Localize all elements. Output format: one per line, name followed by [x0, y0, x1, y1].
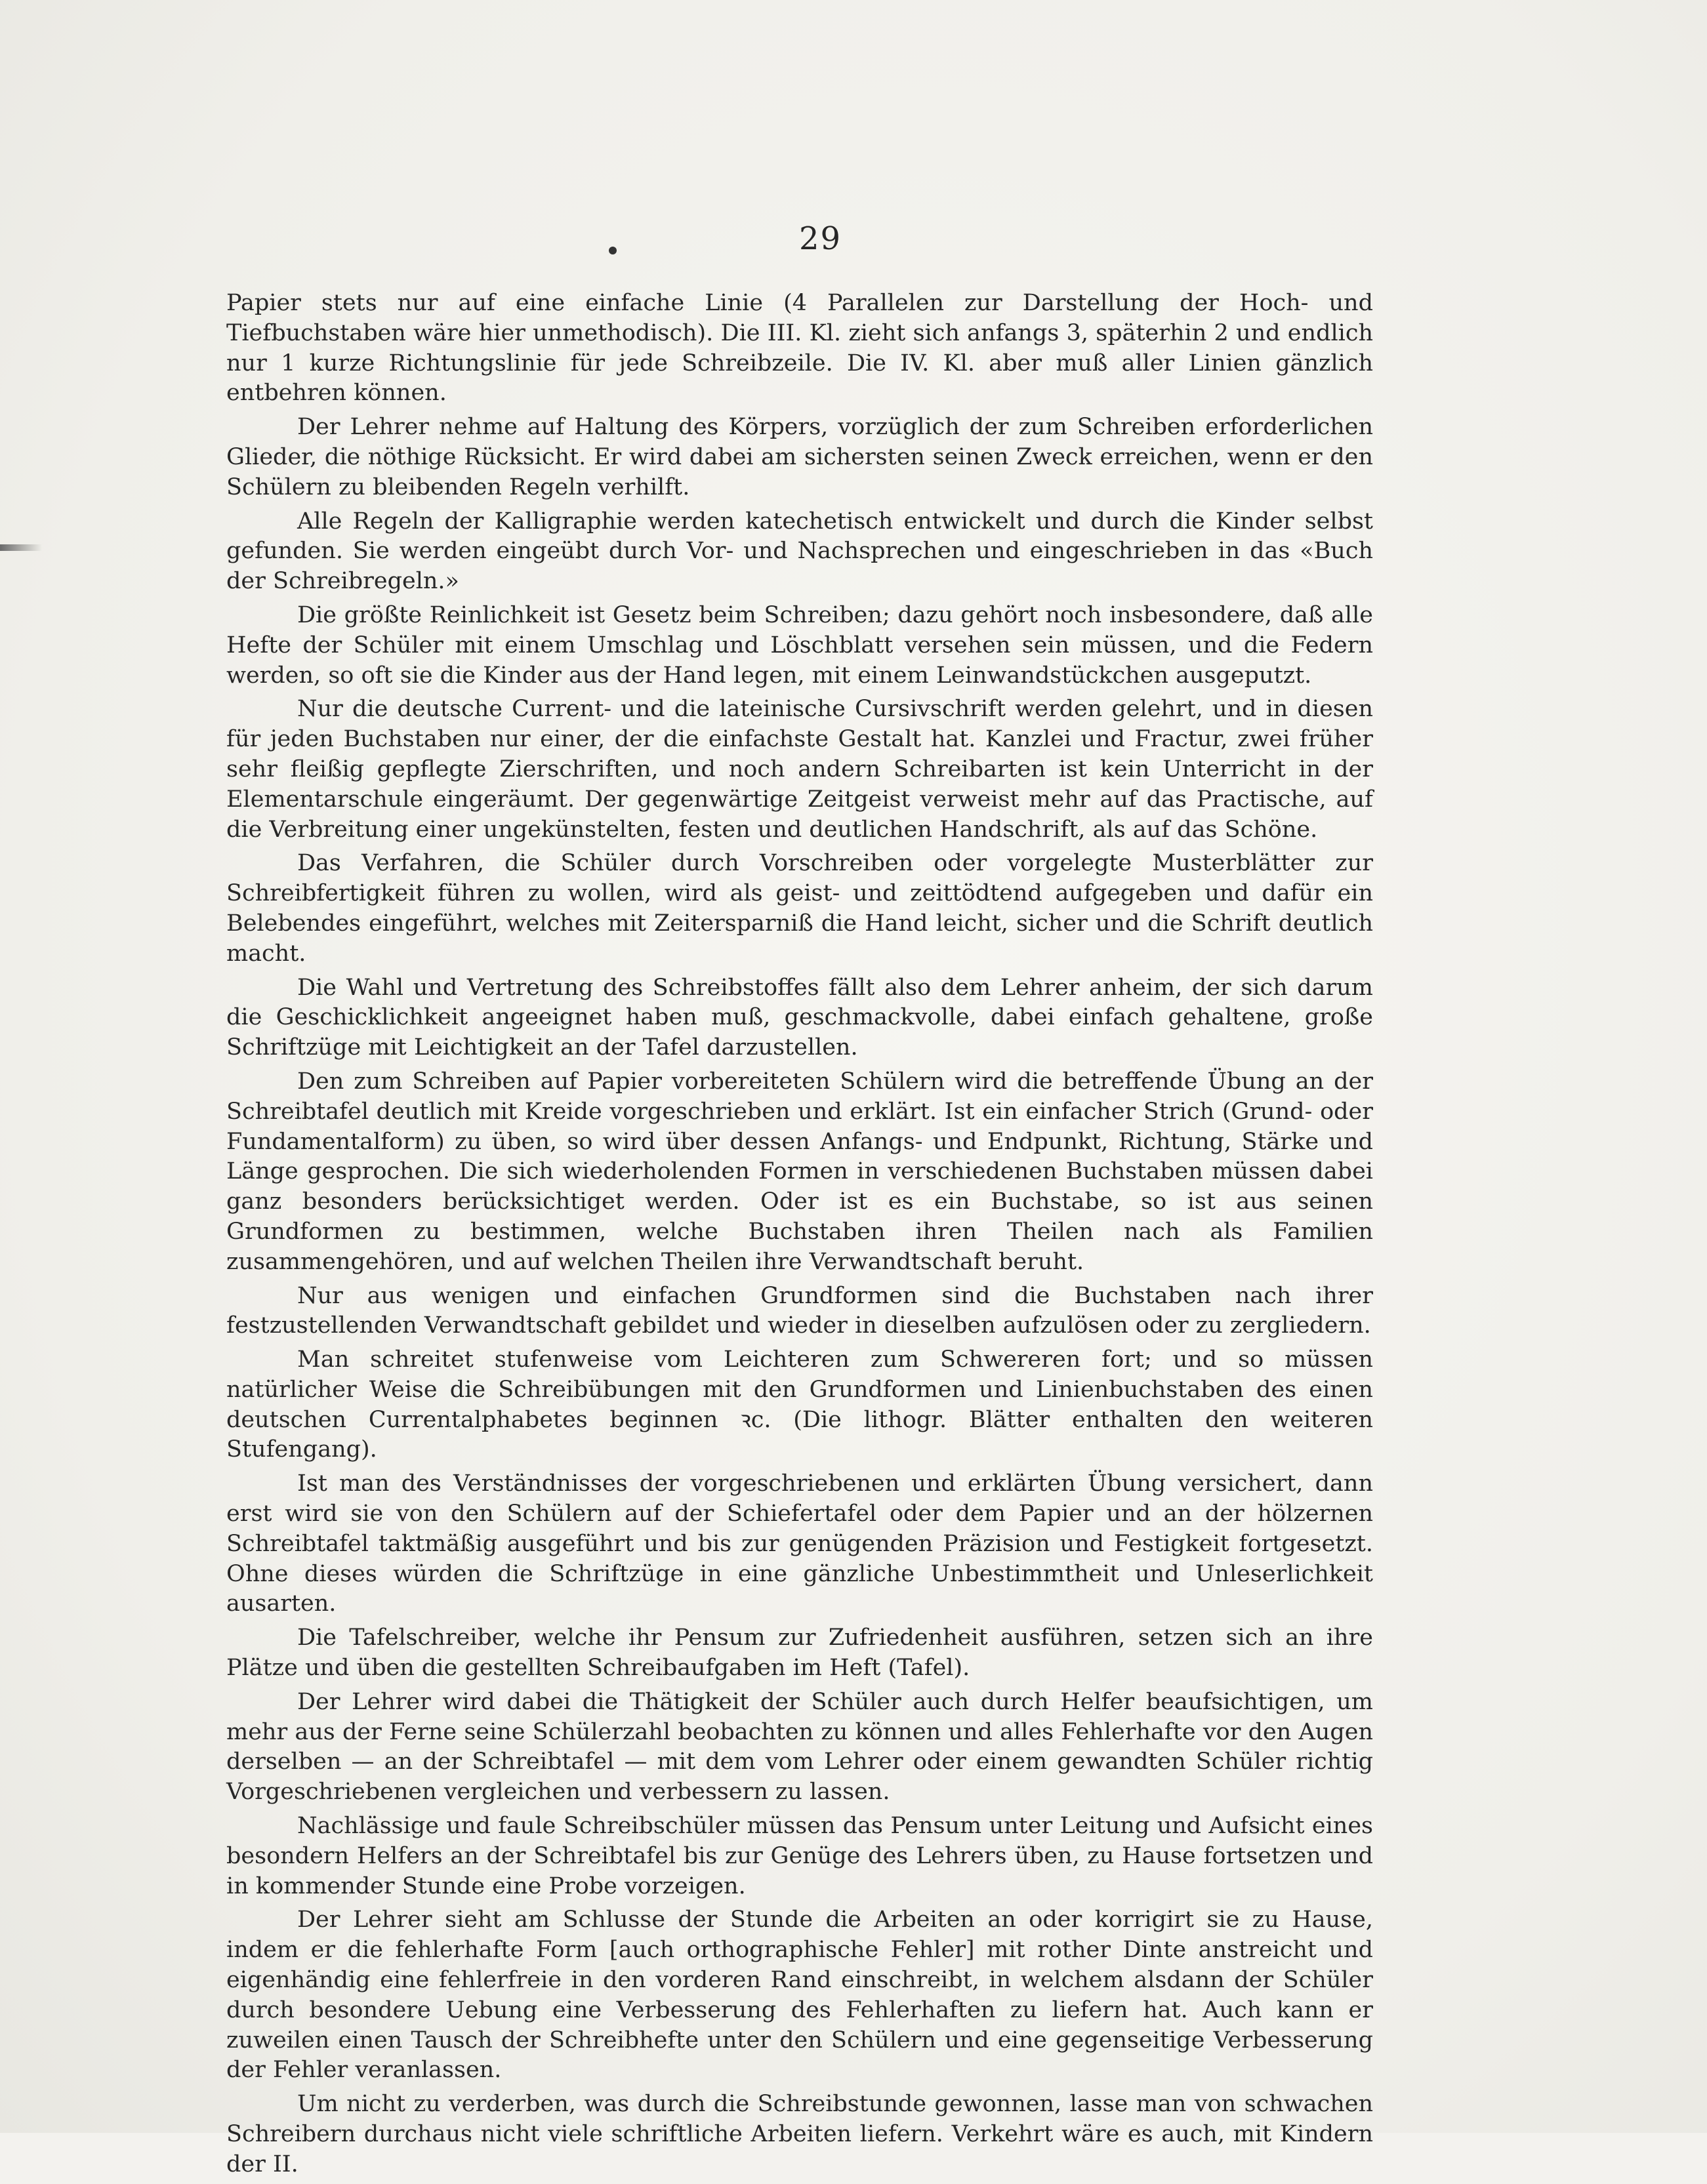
- paragraph: Das Verfahren, die Schüler durch Vorschreiben oder vorgelegte Musterblätter zur Schreibfertigkeit führen zu wollen, wird als geist- und zeittödtend aufgegeben und dafür ein Belebendes eingeführt, welches mit Zeitersparniß die Hand leicht, sicher und die Schrift deutlich macht.: [226, 850, 1373, 967]
- paragraph: Nur aus wenigen und einfachen Grundformen sind die Buchstaben nach ihrer festzustellenden Verwandtschaft gebildet und wieder in dieselben aufzulösen oder zu zergliedern.: [226, 1282, 1373, 1339]
- paragraph: Nur die deutsche Current- und die lateinische Cursivschrift werden gelehrt, und in diesen für jeden Buchstaben nur einer, der die einfachste Gestalt hat. Kanzlei und Fractur, zwei früher sehr fleißig gepflegte Zierschriften, und noch andern Schreibarten ist kein Unterricht in der Elementarschule eingeräumt. Der gegenwärtige Zeitgeist verweist mehr auf das Practische, auf die Verbreitung einer ungekünstelten, festen und deutlichen Handschrift, als auf das Schöne.: [226, 696, 1373, 843]
- body-text: [226, 289, 1373, 2184]
- paragraph: Die größte Reinlichkeit ist Gesetz beim Schreiben; dazu gehört noch insbesondere, daß alle Hefte der Schüler mit einem Umschlag und Löschblatt versehen sein müssen, und die Federn werden, so oft sie die Kinder aus der Hand legen, mit einem Leinwandstückchen ausgeputzt.: [226, 601, 1373, 689]
- paragraph: Papier stets nur auf eine einfache Linie (4 Parallelen zur Darstellung der Hoch- und Tiefbuchstaben wäre hier unmethodisch). Die III. Kl. zieht sich anfangs 3, späterhin 2 und endlich nur 1 kurze Richtungslinie für jede Schreibzeile. Die IV. Kl. aber muß aller Linien gänzlich entbehren können.: [226, 290, 1373, 407]
- paragraph: Ist man des Verständnisses der vorgeschriebenen und erklärten Übung versichert, dann erst wird sie von den Schülern auf der Schiefertafel oder dem Papier und an der hölzernen Schreibtafel taktmäßig ausgeführt und bis zur genügenden Präzision und Festigkeit fortgesetzt. Ohne dieses würden die Schriftzüge in eine gänzliche Unbestimmtheit und Unleserlichkeit ausarten.: [226, 1470, 1373, 1617]
- paragraph: Man schreitet stufenweise vom Leichteren zum Schwereren fort; und so müssen natürlicher Weise die Schreibübungen mit den Grundformen und Linienbuchstaben des einen deutschen Currentalphabetes beginnen ꝛc. (Die lithogr. Blätter enthalten den weiteren Stufengang).: [226, 1346, 1373, 1463]
- paragraph: Der Lehrer nehme auf Haltung des Körpers, vorzüglich der zum Schreiben erforderlichen Glieder, die nöthige Rücksicht. Er wird dabei am sichersten seinen Zweck erreichen, wenn er den Schülern zu bleibenden Regeln verhilft.: [226, 414, 1373, 500]
- paragraph: Die Tafelschreiber, welche ihr Pensum zur Zufriedenheit ausführen, setzen sich an ihre Plätze und üben die gestellten Schreibaufgaben im Heft (Tafel).: [226, 1625, 1373, 1682]
- paragraph: Der Lehrer sieht am Schlusse der Stunde die Arbeiten an oder korrigirt sie zu Hause, indem er die fehlerhafte Form [auch orthographische Fehler] mit rother Dinte anstreicht und eigenhändig eine fehlerfreie in den vorderen Rand einschreibt, in welchem alsdann der Schüler durch besondere Uebung eine Verbesserung des Fehlerhaften zu liefern hat. Auch kann er zuweilen einen Tausch der Schreibhefte unter den Schülern und eine gegenseitige Verbesserung der Fehler veranlassen.: [226, 1907, 1373, 2084]
- paragraph: Nachlässige und faule Schreibschüler müssen das Pensum unter Leitung und Aufsicht eines besondern Helfers an der Schreibtafel bis zur Genüge des Lehrers üben, zu Hause fortsetzen und in kommender Stunde eine Probe vorzeigen.: [226, 1813, 1373, 1899]
- paragraph: Um nicht zu verderben, was durch die Schreibstunde gewonnen, lasse man von schwachen Schreibern durchaus nicht viele schriftliche Arbeiten liefern. Verkehrt wäre es auch, mit Kindern der II.: [226, 2091, 1373, 2177]
- paragraph: Der Lehrer wird dabei die Thätigkeit der Schüler auch durch Helfer beaufsichtigen, um mehr aus der Ferne seine Schülerzahl beobachten zu können und alles Fehlerhafte vor den Augen derselben — an der Schreibtafel — mit dem vom Lehrer oder einem gewandten Schüler richtig Vorgeschriebenen vergleichen und verbessern zu lassen.: [226, 1688, 1373, 1806]
- paragraph: Alle Regeln der Kalligraphie werden katechetisch entwickelt und durch die Kinder selbst gefunden. Sie werden eingeübt durch Vor- und Nachsprechen und eingeschrieben in das «Buch der Schreibregeln.»: [226, 508, 1373, 595]
- paragraph: Die Wahl und Vertretung des Schreibstoffes fällt also dem Lehrer anheim, der sich darum die Geschicklichkeit angeeignet haben muß, geschmackvolle, dabei einfach gehaltene, große Schriftzüge mit Leichtigkeit an der Tafel darzustellen.: [226, 974, 1373, 1061]
- page-number: 29: [799, 220, 842, 257]
- paragraph: Den zum Schreiben auf Papier vorbereiteten Schülern wird die betreffende Übung an der Schreibtafel deutlich mit Kreide vorgeschrieben und erklärt. Ist ein einfacher Strich (Grund- oder Fundamentalform) zu üben, so wird über dessen Anfangs- und Endpunkt, Richtung, Stärke und Länge gesprochen. Die sich wiederholenden Formen in verschiedenen Buchstaben müssen dabei ganz besonders berücksichtiget werden. Oder ist es ein Buchstabe, so ist aus seinen Grundformen zu bestimmen, welche Buchstaben ihren Theilen nach als Familien zusammengehören, und auf welchen Theilen ihre Verwandtschaft beruht.: [226, 1068, 1373, 1275]
- page-ornament: [609, 247, 617, 254]
- edge-mark: [0, 544, 42, 551]
